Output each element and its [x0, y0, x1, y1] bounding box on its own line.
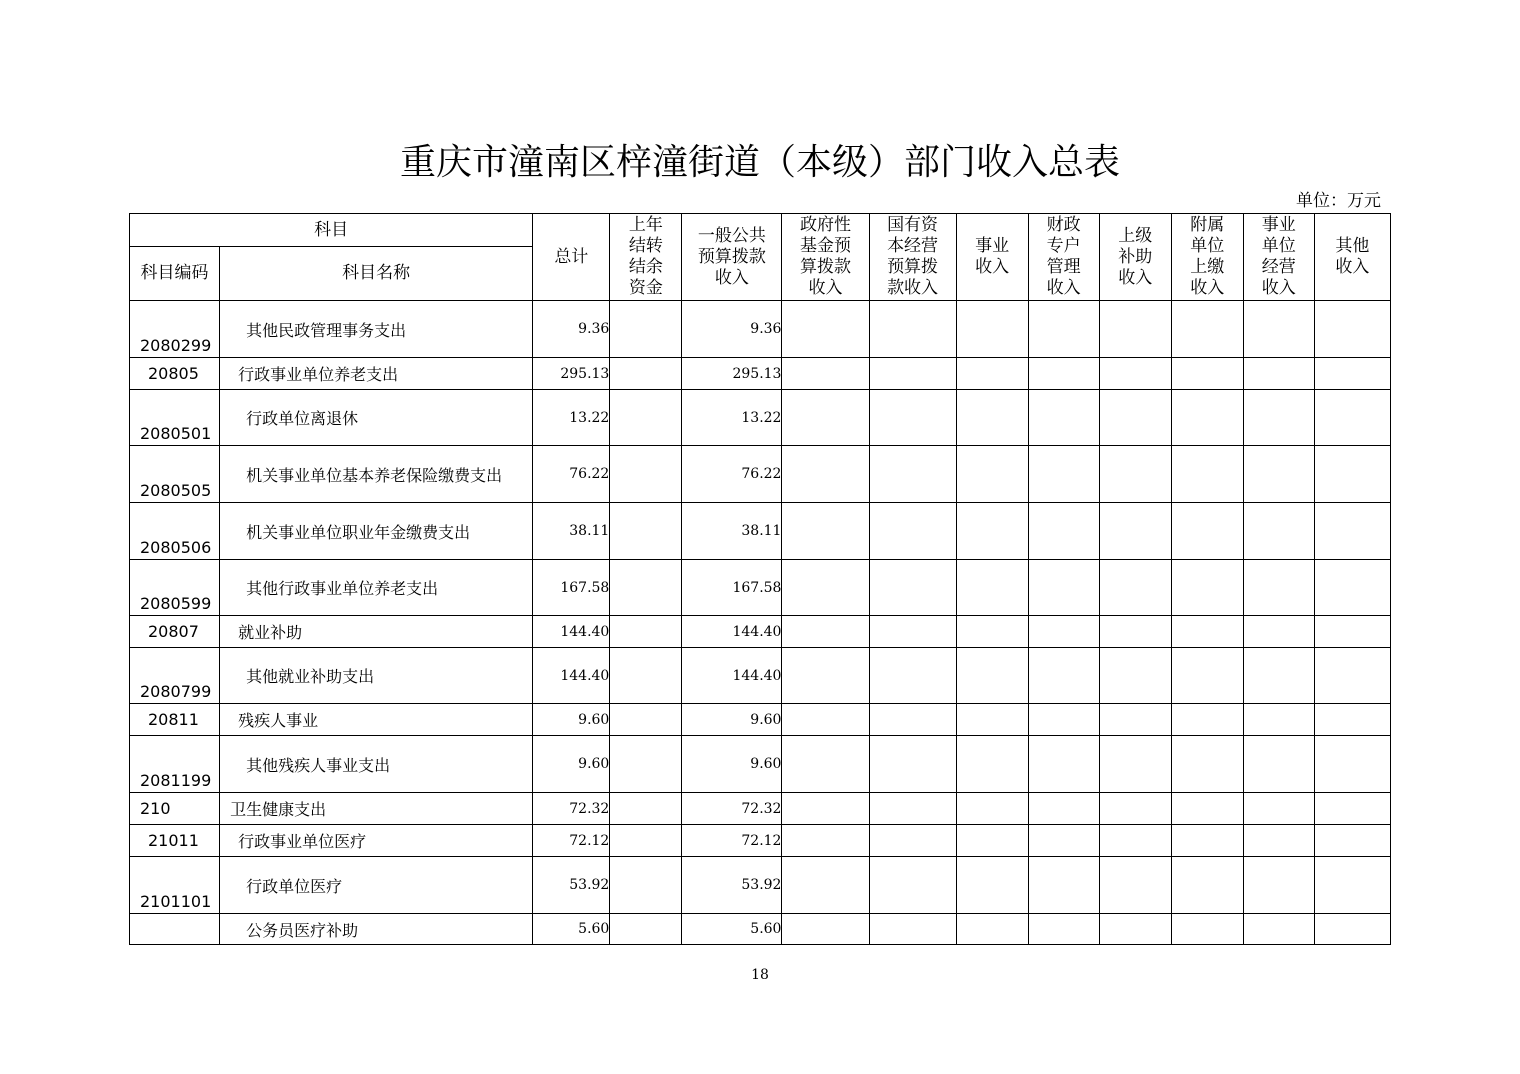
- header-subject-group: 科目: [130, 214, 533, 247]
- cell-operating: [1243, 825, 1314, 857]
- cell-other: [1314, 914, 1390, 945]
- page-number: 18: [751, 967, 769, 983]
- cell-code: 2101101: [130, 857, 220, 914]
- cell-special-account: [1028, 301, 1099, 358]
- cell-other: [1314, 560, 1390, 616]
- income-summary-table: [129, 213, 1391, 945]
- cell-carryover: [610, 825, 682, 857]
- cell-affiliated: [1171, 390, 1243, 446]
- cell-general-budget: 167.58: [682, 560, 782, 616]
- cell-operating: [1243, 390, 1314, 446]
- cell-total: 9.60: [533, 736, 610, 793]
- cell-general-budget: 9.60: [682, 704, 782, 736]
- cell-superior-subsidy: [1099, 390, 1171, 446]
- cell-general-budget: 9.36: [682, 301, 782, 358]
- cell-total: 5.60: [533, 914, 610, 945]
- table-body: [130, 301, 1391, 945]
- cell-gov-fund: [782, 736, 869, 793]
- cell-name: 残疾人事业: [220, 704, 533, 736]
- cell-business: [956, 857, 1028, 914]
- cell-other: [1314, 825, 1390, 857]
- cell-affiliated: [1171, 560, 1243, 616]
- header-name: 科目名称: [220, 247, 533, 301]
- cell-state-capital: [869, 390, 956, 446]
- cell-code: 2080506: [130, 503, 220, 560]
- cell-affiliated: [1171, 704, 1243, 736]
- cell-gov-fund: [782, 560, 869, 616]
- cell-name: 卫生健康支出: [220, 793, 533, 825]
- cell-other: [1314, 446, 1390, 503]
- cell-gov-fund: [782, 358, 869, 390]
- cell-name: 其他残疾人事业支出: [220, 736, 533, 793]
- cell-special-account: [1028, 914, 1099, 945]
- cell-name: 行政单位医疗: [220, 857, 533, 914]
- cell-state-capital: [869, 825, 956, 857]
- cell-superior-subsidy: [1099, 857, 1171, 914]
- cell-carryover: [610, 648, 682, 704]
- cell-state-capital: [869, 914, 956, 945]
- cell-total: 295.13: [533, 358, 610, 390]
- cell-affiliated: [1171, 825, 1243, 857]
- cell-state-capital: [869, 857, 956, 914]
- cell-affiliated: [1171, 301, 1243, 358]
- cell-superior-subsidy: [1099, 704, 1171, 736]
- cell-business: [956, 446, 1028, 503]
- cell-name: 其他民政管理事务支出: [220, 301, 533, 358]
- cell-code: 2080599: [130, 560, 220, 616]
- header-business: 事业 收入: [956, 214, 1028, 301]
- cell-gov-fund: [782, 390, 869, 446]
- cell-affiliated: [1171, 793, 1243, 825]
- cell-special-account: [1028, 616, 1099, 648]
- cell-code: 20807: [130, 616, 220, 648]
- table-row: [130, 390, 1391, 446]
- cell-business: [956, 793, 1028, 825]
- cell-general-budget: 144.40: [682, 616, 782, 648]
- cell-carryover: [610, 616, 682, 648]
- cell-superior-subsidy: [1099, 914, 1171, 945]
- cell-operating: [1243, 793, 1314, 825]
- header-state-capital: 国有资 本经营 预算拨 款收入: [869, 214, 956, 301]
- cell-total: 13.22: [533, 390, 610, 446]
- cell-state-capital: [869, 446, 956, 503]
- cell-business: [956, 736, 1028, 793]
- header-total: 总计: [533, 214, 610, 301]
- cell-carryover: [610, 857, 682, 914]
- cell-general-budget: 38.11: [682, 503, 782, 560]
- cell-special-account: [1028, 736, 1099, 793]
- cell-state-capital: [869, 616, 956, 648]
- cell-carryover: [610, 446, 682, 503]
- cell-other: [1314, 793, 1390, 825]
- cell-gov-fund: [782, 793, 869, 825]
- cell-affiliated: [1171, 736, 1243, 793]
- cell-carryover: [610, 914, 682, 945]
- cell-gov-fund: [782, 446, 869, 503]
- cell-carryover: [610, 704, 682, 736]
- cell-operating: [1243, 503, 1314, 560]
- header-special-account: 财政 专户 管理 收入: [1028, 214, 1099, 301]
- cell-business: [956, 503, 1028, 560]
- cell-operating: [1243, 857, 1314, 914]
- cell-operating: [1243, 648, 1314, 704]
- cell-name: 其他行政事业单位养老支出: [220, 560, 533, 616]
- cell-total: 76.22: [533, 446, 610, 503]
- cell-superior-subsidy: [1099, 793, 1171, 825]
- cell-operating: [1243, 560, 1314, 616]
- header-code: 科目编码: [130, 247, 220, 301]
- cell-carryover: [610, 736, 682, 793]
- cell-superior-subsidy: [1099, 358, 1171, 390]
- cell-code: 2080505: [130, 446, 220, 503]
- cell-other: [1314, 736, 1390, 793]
- table-row: [130, 704, 1391, 736]
- header-operating: 事业 单位 经营 收入: [1243, 214, 1314, 301]
- cell-superior-subsidy: [1099, 825, 1171, 857]
- cell-state-capital: [869, 736, 956, 793]
- cell-business: [956, 825, 1028, 857]
- cell-general-budget: 53.92: [682, 857, 782, 914]
- cell-general-budget: 5.60: [682, 914, 782, 945]
- cell-total: 9.60: [533, 704, 610, 736]
- cell-other: [1314, 857, 1390, 914]
- header-other: 其他 收入: [1314, 214, 1390, 301]
- cell-code: 20811: [130, 704, 220, 736]
- cell-operating: [1243, 446, 1314, 503]
- table-row: [130, 358, 1391, 390]
- cell-operating: [1243, 616, 1314, 648]
- table-row: [130, 857, 1391, 914]
- cell-superior-subsidy: [1099, 560, 1171, 616]
- cell-name: 机关事业单位职业年金缴费支出: [220, 503, 533, 560]
- cell-carryover: [610, 358, 682, 390]
- cell-gov-fund: [782, 704, 869, 736]
- page-title: 重庆市潼南区梓潼街道（本级）部门收入总表: [399, 142, 1120, 183]
- table-row: [130, 446, 1391, 503]
- cell-business: [956, 390, 1028, 446]
- cell-business: [956, 560, 1028, 616]
- cell-code: 2081199: [130, 736, 220, 793]
- cell-name: 就业补助: [220, 616, 533, 648]
- cell-special-account: [1028, 793, 1099, 825]
- cell-name: 公务员医疗补助: [220, 914, 533, 945]
- cell-other: [1314, 390, 1390, 446]
- cell-other: [1314, 503, 1390, 560]
- header-gov-fund: 政府性 基金预 算拨款 收入: [782, 214, 869, 301]
- cell-general-budget: 295.13: [682, 358, 782, 390]
- cell-name: 行政事业单位养老支出: [220, 358, 533, 390]
- table-row: [130, 301, 1391, 358]
- cell-general-budget: 72.32: [682, 793, 782, 825]
- table-row: [130, 648, 1391, 704]
- cell-gov-fund: [782, 825, 869, 857]
- cell-carryover: [610, 301, 682, 358]
- table-row: [130, 616, 1391, 648]
- header-affiliated: 附属 单位 上缴 收入: [1171, 214, 1243, 301]
- cell-name: 行政单位离退休: [220, 390, 533, 446]
- table-row: [130, 793, 1391, 825]
- cell-name: 机关事业单位基本养老保险缴费支出: [220, 446, 533, 503]
- cell-state-capital: [869, 648, 956, 704]
- cell-affiliated: [1171, 358, 1243, 390]
- cell-superior-subsidy: [1099, 503, 1171, 560]
- cell-affiliated: [1171, 616, 1243, 648]
- cell-carryover: [610, 560, 682, 616]
- table-row: [130, 914, 1391, 945]
- cell-business: [956, 704, 1028, 736]
- cell-business: [956, 648, 1028, 704]
- table-row: [130, 503, 1391, 560]
- cell-gov-fund: [782, 503, 869, 560]
- cell-business: [956, 616, 1028, 648]
- cell-gov-fund: [782, 616, 869, 648]
- cell-state-capital: [869, 301, 956, 358]
- cell-operating: [1243, 704, 1314, 736]
- cell-state-capital: [869, 704, 956, 736]
- cell-superior-subsidy: [1099, 616, 1171, 648]
- cell-name: 行政事业单位医疗: [220, 825, 533, 857]
- cell-gov-fund: [782, 648, 869, 704]
- cell-affiliated: [1171, 648, 1243, 704]
- cell-business: [956, 358, 1028, 390]
- cell-superior-subsidy: [1099, 301, 1171, 358]
- cell-special-account: [1028, 390, 1099, 446]
- cell-carryover: [610, 793, 682, 825]
- cell-general-budget: 13.22: [682, 390, 782, 446]
- cell-total: 144.40: [533, 648, 610, 704]
- cell-superior-subsidy: [1099, 736, 1171, 793]
- cell-state-capital: [869, 503, 956, 560]
- cell-general-budget: 72.12: [682, 825, 782, 857]
- cell-total: 9.36: [533, 301, 610, 358]
- cell-other: [1314, 704, 1390, 736]
- header-superior-subsidy: 上级 补助 收入: [1099, 214, 1171, 301]
- cell-carryover: [610, 503, 682, 560]
- cell-special-account: [1028, 648, 1099, 704]
- cell-general-budget: 76.22: [682, 446, 782, 503]
- table-row: [130, 736, 1391, 793]
- cell-superior-subsidy: [1099, 446, 1171, 503]
- cell-special-account: [1028, 503, 1099, 560]
- cell-general-budget: 144.40: [682, 648, 782, 704]
- cell-name: 其他就业补助支出: [220, 648, 533, 704]
- cell-total: 53.92: [533, 857, 610, 914]
- cell-other: [1314, 648, 1390, 704]
- cell-other: [1314, 358, 1390, 390]
- cell-total: 167.58: [533, 560, 610, 616]
- cell-carryover: [610, 390, 682, 446]
- cell-state-capital: [869, 358, 956, 390]
- cell-special-account: [1028, 857, 1099, 914]
- cell-other: [1314, 301, 1390, 358]
- cell-affiliated: [1171, 446, 1243, 503]
- cell-superior-subsidy: [1099, 648, 1171, 704]
- cell-special-account: [1028, 446, 1099, 503]
- cell-affiliated: [1171, 857, 1243, 914]
- cell-operating: [1243, 736, 1314, 793]
- cell-operating: [1243, 358, 1314, 390]
- cell-special-account: [1028, 358, 1099, 390]
- cell-gov-fund: [782, 857, 869, 914]
- header-general-budget: 一般公共 预算拨款 收入: [682, 214, 782, 301]
- cell-other: [1314, 616, 1390, 648]
- cell-code: [130, 914, 220, 945]
- cell-special-account: [1028, 825, 1099, 857]
- unit-label: 单位：万元: [1296, 191, 1381, 211]
- cell-state-capital: [869, 793, 956, 825]
- cell-total: 38.11: [533, 503, 610, 560]
- cell-state-capital: [869, 560, 956, 616]
- cell-code: 2080799: [130, 648, 220, 704]
- cell-code: 21011: [130, 825, 220, 857]
- cell-business: [956, 301, 1028, 358]
- cell-total: 72.12: [533, 825, 610, 857]
- cell-code: 2080299: [130, 301, 220, 358]
- cell-operating: [1243, 914, 1314, 945]
- cell-special-account: [1028, 560, 1099, 616]
- cell-special-account: [1028, 704, 1099, 736]
- cell-total: 144.40: [533, 616, 610, 648]
- cell-operating: [1243, 301, 1314, 358]
- cell-total: 72.32: [533, 793, 610, 825]
- table-row: [130, 560, 1391, 616]
- cell-code: 2080501: [130, 390, 220, 446]
- header-carryover: 上年 结转 结余 资金: [610, 214, 682, 301]
- cell-affiliated: [1171, 914, 1243, 945]
- table-row: [130, 825, 1391, 857]
- cell-code: 210: [130, 793, 220, 825]
- cell-affiliated: [1171, 503, 1243, 560]
- cell-gov-fund: [782, 301, 869, 358]
- cell-general-budget: 9.60: [682, 736, 782, 793]
- cell-business: [956, 914, 1028, 945]
- cell-code: 20805: [130, 358, 220, 390]
- cell-gov-fund: [782, 914, 869, 945]
